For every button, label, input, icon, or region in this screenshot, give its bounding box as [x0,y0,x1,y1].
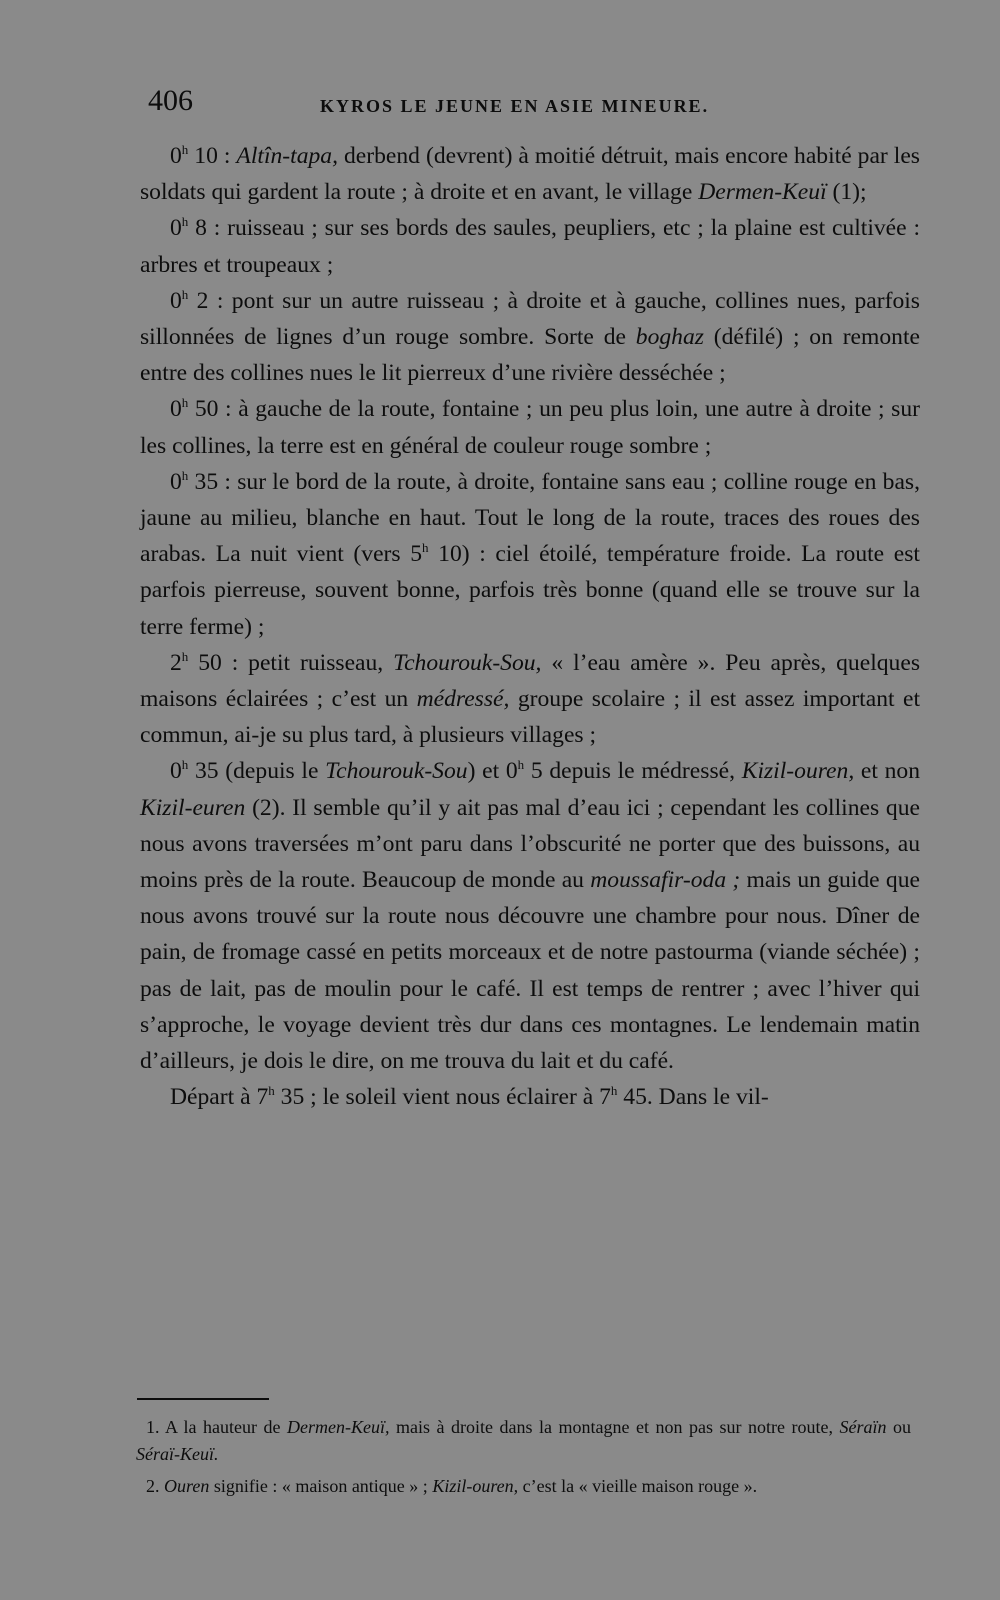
term: moussafir-oda ; [590,867,741,894]
place-name: Altîn-tapa, [236,143,338,169]
place-name: Kizil-euren [140,794,246,821]
term: médressé, [416,686,510,713]
place-name: Kizil-ouren, [741,758,855,785]
place-name: Tchourouk-Sou [325,758,468,785]
paragraph: 0$^h$ 50 : à gauche de la route, fontaine ; un peu plus loin, une autre à droite ; sur les collines, la terre est en général de couleur rouge sombre ; [140,395,920,459]
paragraph: 0$^h$ 10 : Altîn-tapa, derbend (devrent) à moitié détruit, mais encore habité par les soldats qui gardent la route ; à droite et en avant, le village Dermen-Keuï (1); [140,142,920,206]
footnote-ref: (2) [252,794,280,821]
page-header [148,84,918,128]
term: boghaz [635,324,704,351]
paragraph: 0$^h$ 35 : sur le bord de la route, à droite, fontaine sans eau ; colline rouge en bas, jaune au milieu, blanche en haut. Tout le long de la route, traces des roues des arabas. La nuit vient (vers 5$^h$ 10) : ciel étoilé, température froide. La route est parfois pierreuse, souvent bonne, parfois très bonne (quand elle se trouve sur la terre ferme) ; [140,467,920,640]
footnote: 1. A la hauteur de Dermen-Keuï, mais à droite dans la montagne et non pas sur notre route, Séraïn ou Séraï-Keuï. [136,1417,912,1464]
paragraph: 0$^h$ 2 : pont sur un autre ruisseau ; à droite et à gauche, collines nues, parfois sillonnées de lignes d’un rouge sombre. Sorte de boghaz (défilé) ; on remonte entre des collines nues le lit pierreux d’une rivière desséchée ; [140,286,920,387]
footnote-ref: (1) [832,179,861,206]
main-text [140,138,920,1115]
running-title: KYROS LE JEUNE EN ASIE MINEURE. [320,96,710,116]
paragraph: 2$^h$ 50 : petit ruisseau, Tchourouk-Sou, « l’eau amère ». Peu après, quelques maisons éclairées ; c’est un médressé, groupe scolaire ; il est assez important et commun, ai-je su plus tard, à plusieurs villages ; [140,648,921,749]
footnote: 2. Ouren signifie : « maison antique » ; Kizil-ouren, c’est la « vieille maison rouge ». [146,1476,758,1496]
footnote-divider [137,1398,269,1400]
paragraph: 0$^h$ 8 : ruisseau ; sur ses bords des saules, peupliers, etc ; la plaine est cultivée : arbres et troupeaux ; [140,214,920,278]
paragraph: 0$^h$ 35 (depuis le Tchourouk-Sou) et 0$^h$ 5 depuis le médressé, Kizil-ouren, et non Kizil-euren (2). Il semble qu’il y ait pas mal d’eau ici ; cependant les collines que nous avons traversées m’ont paru dans l’obscurité ne porter que des buissons, au moins près de la route. Beaucoup de monde au moussafir-oda ; mais un guide que nous avons trouvé sur la route nous découvre une chambre pour nous. Dîner de pain, de fromage cassé en petits morceaux et de notre pastourma (viande séchée) ; pas de lait, pas de moulin pour le café. Il est temps de rentrer ; avec l’hiver qui s’approche, le voyage devient très dur dans ces montagnes. Le lendemain matin d’ailleurs, je dois le dire, on me trouva du lait et du café. [140,757,921,1075]
place-name: Tchourouk-Sou, [393,649,542,676]
footnotes [136,1414,911,1506]
paragraph: Départ à 7$^h$ 35 ; le soleil vient nous éclairer à 7$^h$ 45. Dans le vil- [170,1083,769,1111]
place-name: Dermen-Keuï [698,179,827,206]
page-number: 406 [148,84,193,117]
